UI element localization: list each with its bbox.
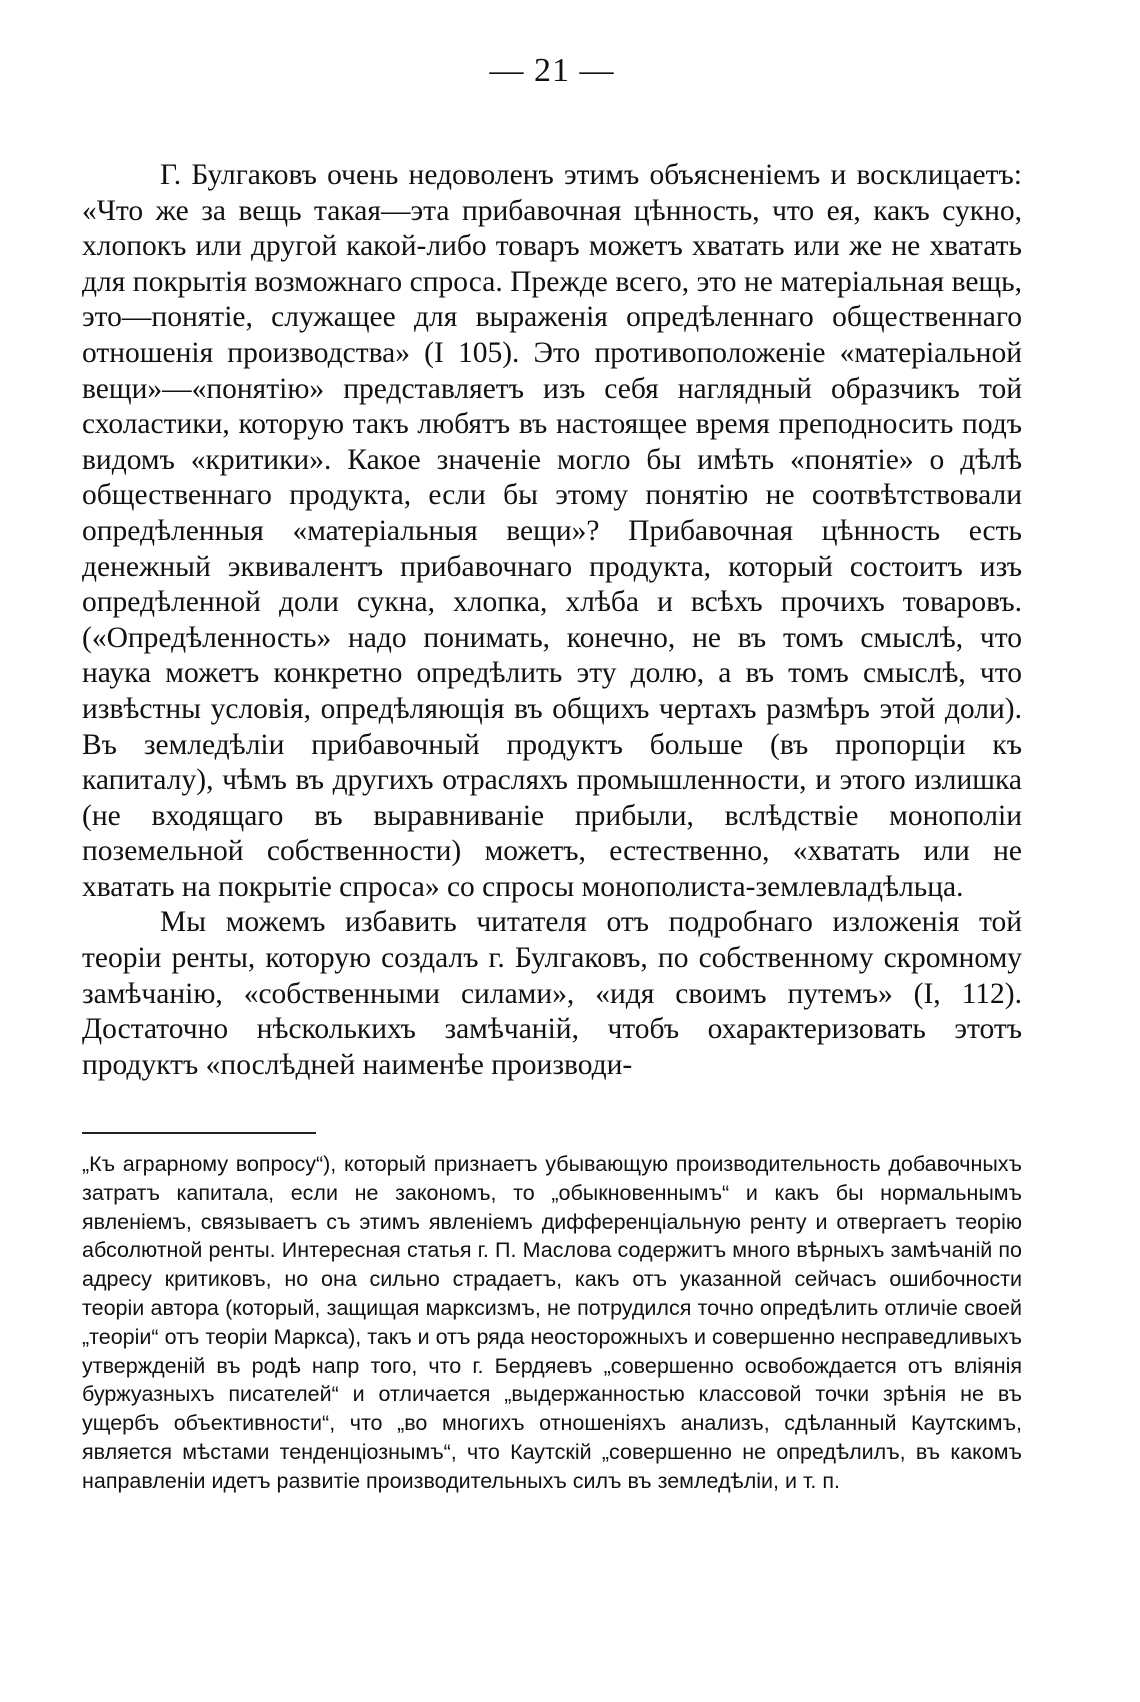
- main-text: [82, 158, 1022, 1083]
- page-number: — 21 —: [489, 52, 615, 89]
- footnote: [82, 1150, 1022, 1496]
- footnote-divider: [82, 1132, 316, 1134]
- paragraph: Г. Булгаковъ очень недоволенъ этимъ объясненіемъ и восклицаетъ: «Что же за вещь такая—эта прибавочная цѣнность, что ея, какъ сукно, хлопокъ или другой какой-либо товаръ можетъ хватать или же не хватать для покрытія возможнаго спроса. Прежде всего, это не матеріальная вещь, это—понятіе, служащее для выраженія опредѣленнаго общественнаго отношенія производства» (I 105). Это противоположеніе «матеріальной вещи»—«понятію» представляетъ изъ себя наглядный образчикъ той схоластики, которую такъ любятъ въ настоящее время преподносить подъ видомъ «критики». Какое значеніе могло бы имѣть «понятіе» о дѣлѣ общественнаго продукта, если бы этому понятію не соотвѣтствовали опредѣленныя «матеріальныя вещи»? Прибавочная цѣнность есть денежный эквивалентъ прибавочнаго продукта, который состоитъ изъ опредѣленной доли сукна, хлопка, хлѣба и всѣхъ прочихъ товаровъ. («Опредѣленность» надо понимать, конечно, не въ томъ смыслѣ, что наука можетъ конкретно опредѣлить эту долю, а въ томъ смыслѣ, что извѣстны условія, опредѣляющія въ общихъ чертахъ размѣръ этой доли). Въ земледѣліи прибавочный продуктъ больше (въ пропорціи къ капиталу), чѣмъ въ другихъ отрасляхъ промышленности, и этого излишка (не входящаго въ выравниваніе прибыли, вслѣдствіе монополіи поземельной собственности) можетъ, естественно, «хватать или не хватать на покрытіе спроса» со спросы монополиста-землевладѣльца.: [82, 159, 1022, 903]
- footnote-text: „Къ аграрному вопросу“), который признаетъ убывающую производительность добавочныхъ затратъ капитала, если не закономъ, то „обыкновеннымъ“ и какъ бы нормальнымъ явленіемъ, связываетъ съ этимъ явленіемъ дифференціальную ренту и отвергаетъ теорію абсолютной ренты. Интересная статья г. П. Маслова содержитъ много вѣрныхъ замѣчаній по адресу критиковъ, но она сильно страдаетъ, какъ отъ указанной сейчасъ ошибочности теоріи автора (который, защищая марксизмъ, не потрудился точно опредѣлить отличіе своей „теоріи“ отъ теоріи Маркса), такъ и отъ ряда неосторожныхъ и совершенно несправедливыхъ утвержденій въ родѣ напр того, что г. Бердяевъ „совершенно освобождается отъ вліянія буржуазныхъ писателей“ и отличается „выдержанностью классовой точки зрѣнія не въ ущербъ объективности“, что „во многихъ отношеніяхъ анализъ, сдѣланный Каутскимъ, является мѣстами тенденціознымъ“, что Каутскій „совершенно не опредѣлилъ, въ какомъ направленіи идетъ развитіе производительныхъ силъ въ земледѣліи, и т. п.: [82, 1152, 1022, 1493]
- book-page: [82, 0, 1022, 1702]
- paragraph: Мы можемъ избавить читателя отъ подробнаго изложенія той теоріи ренты, которую создалъ г. Булгаковъ, по собственному скромному замѣчанію, «собственными силами», «идя своимъ путемъ» (I, 112). Достаточно нѣсколькихъ замѣчаній, чтобъ охарактеризовать этотъ продуктъ «послѣдней наименѣе производи-: [82, 906, 1022, 1081]
